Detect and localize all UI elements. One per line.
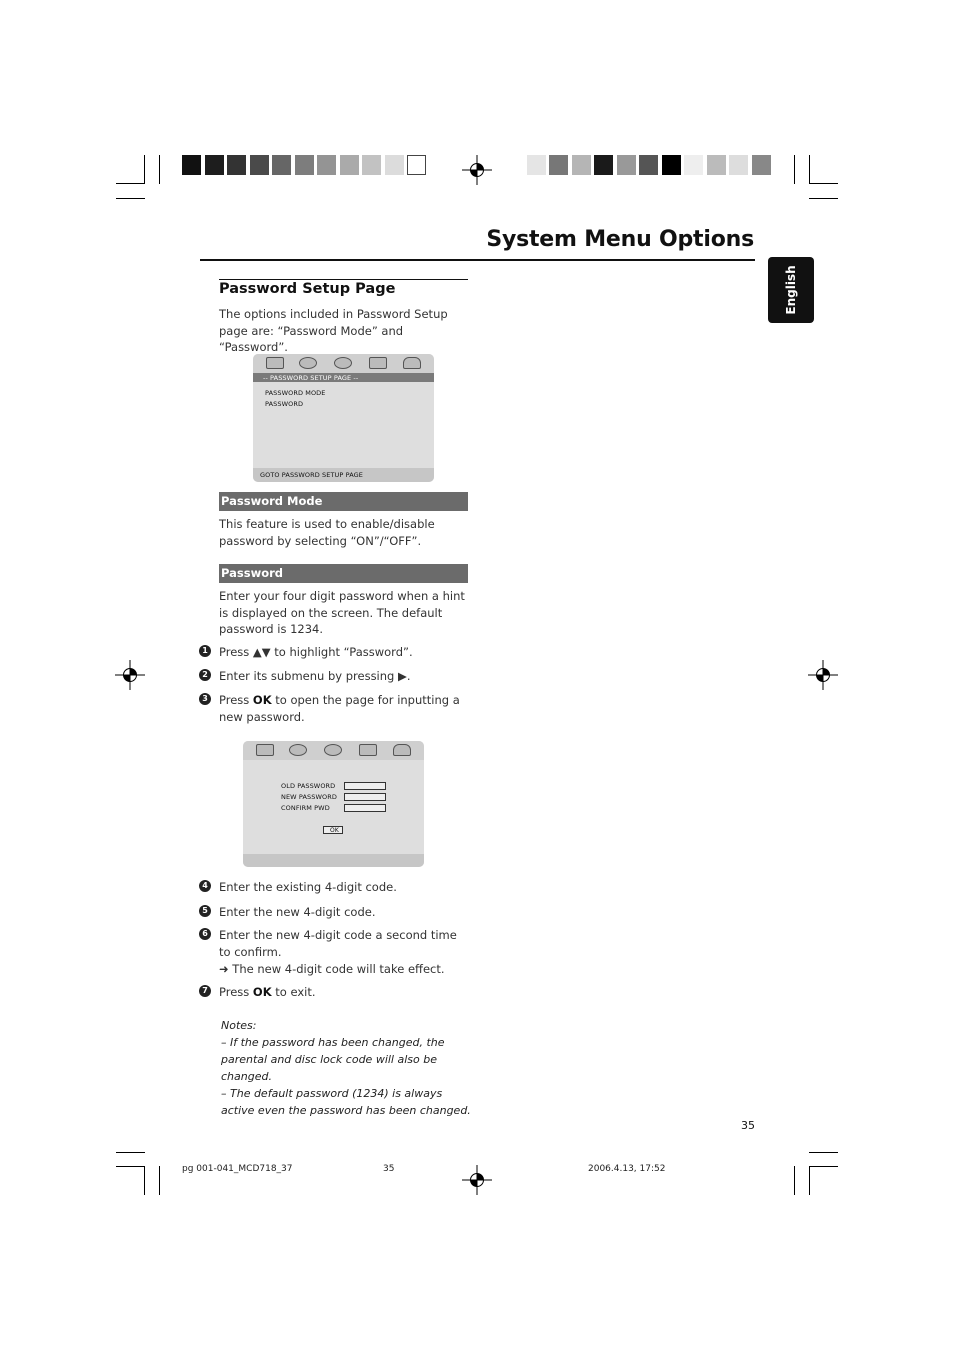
step-text-part: Press ▲▼ to highlight “Password”.	[219, 645, 413, 659]
ok-key-label: OK	[252, 693, 272, 707]
password-text: Enter your four digit password when a hint is displayed on the screen. The default password is 1234.	[219, 589, 465, 636]
step-text-part: to exit.	[271, 985, 316, 999]
new-password-field	[344, 793, 386, 801]
step-number: 5	[199, 905, 211, 917]
step-text	[219, 692, 469, 725]
ok-key-label: OK	[252, 985, 272, 999]
page-number: 35	[741, 1119, 755, 1132]
step-number: 7	[199, 985, 211, 997]
confirm-password-field	[344, 804, 386, 812]
osd-menu-item: PASSWORD	[265, 400, 304, 408]
step-number: 1	[199, 645, 211, 657]
old-password-field	[344, 782, 386, 790]
step-text-part: Enter its submenu by pressing ▶.	[219, 669, 411, 683]
general-setup-icon	[266, 357, 284, 369]
osd-menu-item: PASSWORD MODE	[265, 389, 326, 397]
note-line: – The default password (1234) is always active even the password has been changed.	[221, 1087, 471, 1117]
password-mode-text: This feature is used to enable/disable password by selecting “ON”/“OFF”.	[219, 517, 435, 548]
note-line: – If the password has been changed, the parental and disc lock code will also be changed.	[221, 1036, 445, 1083]
osd-field-label: CONFIRM PWD	[281, 804, 330, 812]
registration-mark-icon	[462, 1165, 492, 1195]
lock-icon	[393, 744, 411, 756]
step-number: 4	[199, 880, 211, 892]
osd-password-setup-screen	[253, 354, 434, 482]
lock-icon	[403, 357, 421, 369]
footer-timestamp: 2006.4.13, 17:52	[588, 1164, 666, 1174]
osd-password-entry-screen	[243, 741, 424, 867]
registration-mark-icon	[808, 660, 838, 690]
password-heading: Password	[219, 564, 468, 583]
notes-title: Notes:	[221, 1019, 257, 1032]
osd-icon-row	[253, 354, 434, 373]
step-text	[219, 668, 469, 685]
osd-menu-title-bar	[253, 373, 434, 382]
password-mode-heading: Password Mode	[219, 492, 468, 511]
step-result: ➜ The new 4-digit code will take effect.	[219, 962, 445, 976]
step-text: Enter the existing 4-digit code.	[219, 880, 397, 894]
language-tab	[768, 257, 814, 323]
osd-status-text: GOTO PASSWORD SETUP PAGE	[260, 471, 363, 479]
preference-setup-icon	[359, 744, 377, 756]
osd-ok-button	[323, 826, 343, 834]
title-rule	[200, 259, 755, 261]
osd-status-bar	[243, 854, 424, 867]
osd-field-label: NEW PASSWORD	[281, 793, 337, 801]
osd-menu-title: -- PASSWORD SETUP PAGE --	[263, 374, 359, 382]
footer-filename: pg 001-041_MCD718_37	[182, 1164, 293, 1174]
step-number: 3	[199, 693, 211, 705]
video-setup-icon	[324, 744, 342, 756]
step-text	[219, 644, 469, 661]
audio-setup-icon	[289, 744, 307, 756]
osd-ok-label: OK	[330, 827, 339, 834]
step-text-part: Press	[219, 693, 253, 707]
notes-block	[221, 1017, 471, 1119]
step-text: Enter the new 4-digit code a second time to confirm.	[219, 928, 457, 959]
audio-setup-icon	[299, 357, 317, 369]
page-title: System Menu Options	[486, 227, 754, 252]
step-number: 6	[199, 928, 211, 940]
step-text: Enter the new 4-digit code.	[219, 905, 376, 919]
step-text-part: to open the page for inputting a new password.	[219, 693, 460, 724]
osd-status-bar	[253, 468, 434, 482]
osd-icon-row	[243, 741, 424, 760]
footer-page: 35	[383, 1164, 395, 1174]
language-tab-label: English	[784, 265, 798, 315]
preference-setup-icon	[369, 357, 387, 369]
step-number: 2	[199, 669, 211, 681]
osd-field-label: OLD PASSWORD	[281, 782, 336, 790]
section-intro: The options included in Password Setup page are: “Password Mode” and “Password”.	[219, 307, 448, 354]
step-text	[219, 984, 469, 1001]
section-rule	[219, 279, 468, 280]
step-text-part: Press	[219, 985, 253, 999]
video-setup-icon	[334, 357, 352, 369]
registration-mark-icon	[115, 660, 145, 690]
registration-mark-icon	[462, 155, 492, 185]
general-setup-icon	[256, 744, 274, 756]
section-heading: Password Setup Page	[219, 281, 396, 297]
